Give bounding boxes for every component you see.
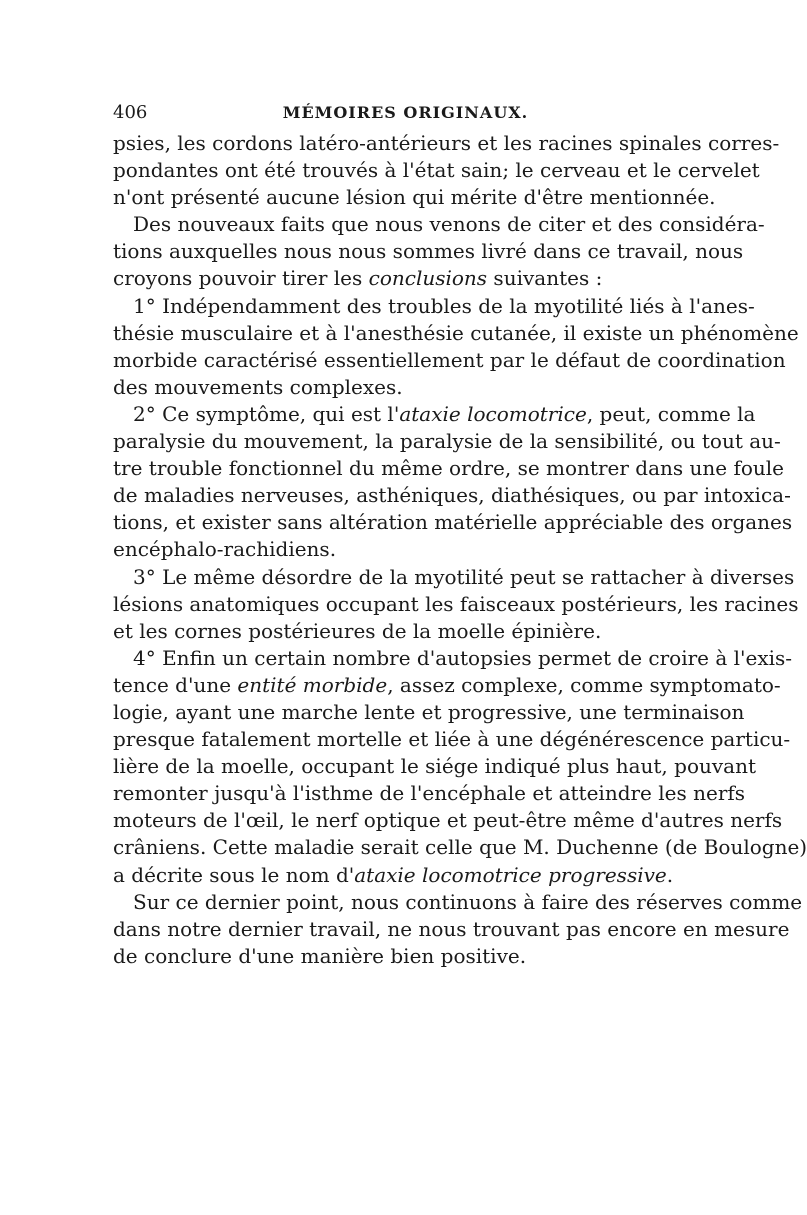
text-line — [113, 645, 793, 672]
text-line — [113, 536, 698, 563]
text-line — [113, 293, 755, 320]
text-line — [113, 672, 781, 699]
text-segment: lière de la moelle, occupant le siége indiqué plus haut, pouvant — [113, 754, 757, 779]
text-segment: et les cornes postérieures de la moelle épinière. — [113, 618, 602, 643]
text-segment: n'ont présenté aucune lésion qui mérite d'être mentionnée. — [113, 185, 716, 210]
text-segment: remonter jusqu'à l'isthme de l'encéphale et atteindre les nerfs — [113, 781, 746, 806]
running-title: MÉMOIRES ORIGINAUX. — [282, 103, 529, 122]
text-segment: crâniens. Cette maladie serait celle que M. Duchenne (de Boulogne) — [113, 835, 807, 860]
text-segment: , peut, comme la — [586, 401, 756, 426]
text-segment: de conclure d'une manière bien positive. — [113, 943, 527, 968]
text-line — [113, 157, 760, 184]
text-segment: moteurs de l'œil, le nerf optique et peut-être même d'autres nerfs — [113, 808, 783, 833]
text-line — [113, 347, 786, 374]
text-segment: 1° Indépendamment des troubles de la myotilité liés à l'anes- — [133, 293, 755, 318]
text-line — [113, 834, 807, 861]
text-segment: 4° Enfin un certain nombre d'autopsies permet de croire à l'exis- — [133, 645, 793, 670]
text-line — [113, 238, 744, 265]
text-segment: tence d'une — [113, 672, 238, 697]
text-segment: paralysie du mouvement, la paralysie de la sensibilité, ou tout au- — [113, 429, 781, 454]
text-line — [113, 374, 698, 401]
text-line — [113, 428, 781, 455]
text-segment: pondantes ont été trouvés à l'état sain; le cerveau et le cervelet — [113, 158, 760, 183]
body-text — [113, 130, 807, 970]
text-line — [113, 184, 716, 211]
text-line — [113, 591, 799, 618]
text-line — [113, 753, 757, 780]
text-line — [113, 211, 765, 238]
text-line — [113, 130, 780, 157]
text-segment: tre trouble fonctionnel du même ordre, se montrer dans une foule — [113, 456, 785, 481]
text-segment: 2° Ce symptôme, qui est l' — [133, 401, 400, 426]
text-line — [113, 699, 745, 726]
text-segment: tions, et exister sans altération matérielle appréciable des organes — [113, 510, 793, 535]
text-line — [113, 889, 803, 916]
text-segment: , assez complexe, comme symptomato- — [387, 672, 781, 697]
text-segment: dans notre dernier travail, ne nous trouvant pas encore en mesure — [113, 916, 790, 941]
text-segment: croyons pouvoir tirer les — [113, 266, 369, 291]
text-line — [113, 401, 756, 428]
text-line — [113, 780, 746, 807]
text-segment: encéphalo-rachidiens. — [113, 537, 337, 562]
text-line — [113, 807, 783, 834]
text-segment: psies, les cordons latéro-antérieurs et les racines spinales corres- — [113, 131, 780, 155]
italic-text: ataxie locomotrice — [399, 401, 587, 426]
text-line — [113, 564, 795, 591]
text-segment: a décrite sous le nom d' — [113, 862, 355, 887]
text-line — [113, 862, 698, 889]
italic-text: entité morbide — [237, 672, 388, 697]
text-segment: presque fatalement mortelle et liée à une dégénérescence particu- — [113, 727, 791, 752]
text-segment: tions auxquelles nous nous sommes livré dans ce travail, nous — [113, 239, 744, 264]
page-number: 406 — [113, 102, 148, 123]
text-segment: thésie musculaire et à l'anesthésie cutanée, il existe un phénomène — [113, 320, 799, 345]
text-segment: lésions anatomiques occupant les faisceaux postérieurs, les racines — [113, 591, 799, 616]
text-segment: 3° Le même désordre de la myotilité peut se rattacher à diverses — [133, 564, 795, 589]
text-segment: Sur ce dernier point, nous continuons à faire des réserves comme — [133, 889, 803, 914]
running-head — [113, 98, 698, 128]
text-segment: Des nouveaux faits que nous venons de citer et des considéra- — [133, 212, 765, 237]
text-line — [113, 726, 791, 753]
book-page — [113, 98, 807, 970]
text-line — [113, 265, 698, 292]
text-line — [113, 943, 698, 970]
text-line — [113, 320, 799, 347]
italic-text: conclusions — [368, 266, 488, 291]
text-segment: des mouvements complexes. — [113, 374, 403, 399]
text-segment: logie, ayant une marche lente et progressive, une terminaison — [113, 699, 745, 724]
text-line — [113, 482, 791, 509]
text-segment: . — [666, 862, 674, 887]
text-line — [113, 455, 785, 482]
text-line — [113, 618, 698, 645]
text-line — [113, 509, 793, 536]
text-segment: de maladies nerveuses, asthéniques, diathésiques, ou par intoxica- — [113, 483, 791, 508]
text-segment: suivantes : — [487, 266, 603, 291]
italic-text: ataxie locomotrice progressive — [354, 862, 667, 887]
text-line — [113, 916, 790, 943]
text-segment: morbide caractérisé essentiellement par le défaut de coordination — [113, 347, 786, 372]
